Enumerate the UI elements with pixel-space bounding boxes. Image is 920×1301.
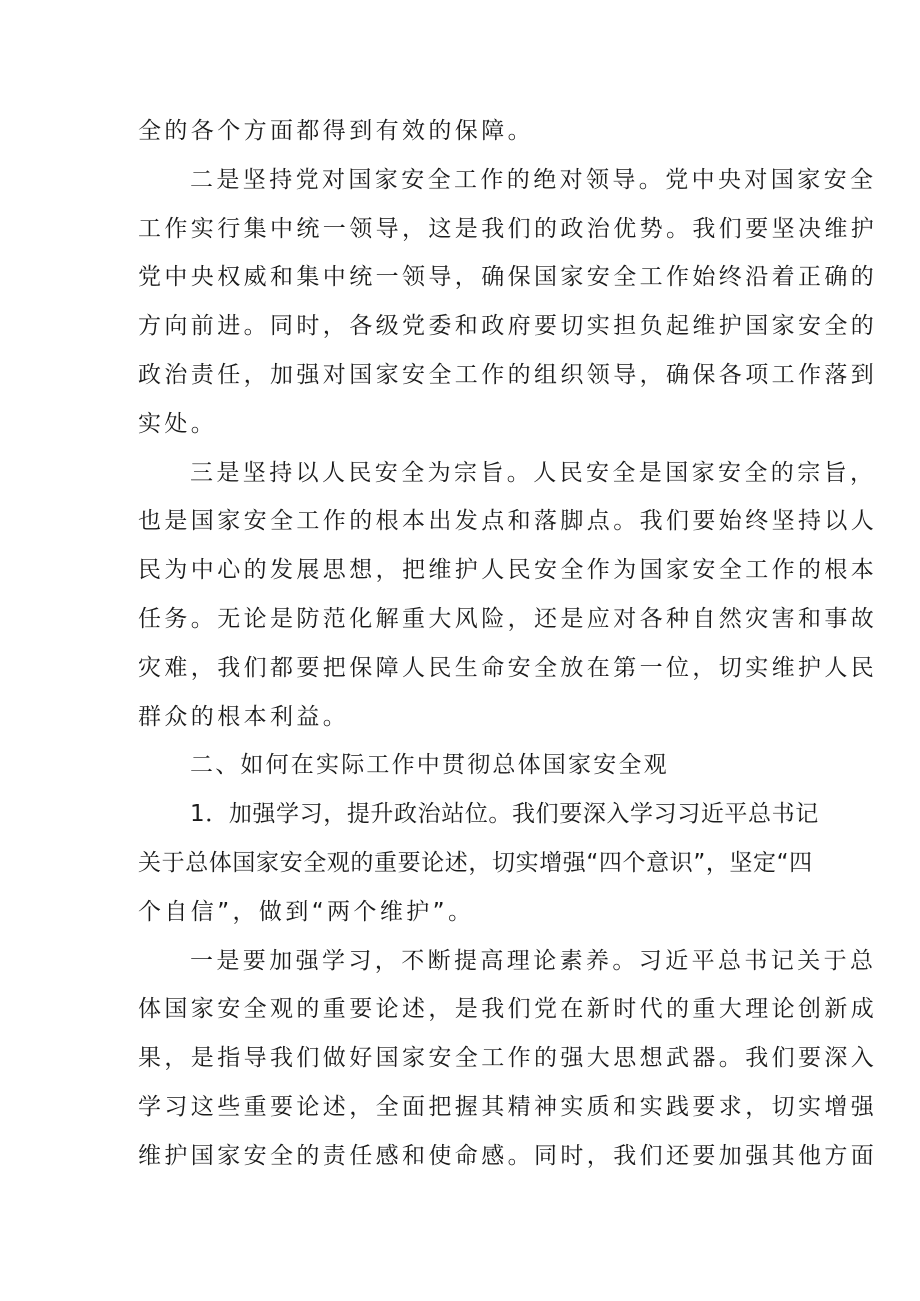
text-line: 学习这些重要论述，全面把握其精神实质和实践要求，切实增强	[138, 1093, 878, 1120]
text-line: 灾难，我们都要把保障人民生命安全放在第一位，切实维护人民	[138, 654, 878, 681]
text-line: 民为中心的发展思想，把维护人民安全作为国家安全工作的根本	[138, 557, 878, 584]
paragraph-heading-line: 三是坚持以人民安全为宗旨。人民安全是国家安全的宗旨，	[190, 459, 877, 486]
subsection-heading-line: 1．加强学习，提升政治站位。我们要深入学习习近平总书记	[190, 801, 819, 828]
text-line: 体国家安全观的重要论述，是我们党在新时代的重大理论创新成	[138, 996, 878, 1023]
text-line: 也是国家安全工作的根本出发点和落脚点。我们要始终坚持以人	[138, 508, 878, 535]
document-body	[138, 107, 878, 1181]
text-line: 党中央权威和集中统一领导，确保国家安全工作始终沿着正确的	[138, 264, 878, 291]
paragraph-heading-line: 二是坚持党对国家安全工作的绝对领导。党中央对国家安全	[190, 166, 877, 193]
text-line: 方向前进。同时，各级党委和政府要切实担负起维护国家安全的	[138, 313, 878, 340]
text-line: 任务。无论是防范化解重大风险，还是应对各种自然灾害和事故	[138, 605, 878, 632]
text-line: 个自信”，做到“两个维护”。	[138, 898, 475, 925]
text-line: 工作实行集中统一领导，这是我们的政治优势。我们要坚决维护	[138, 215, 878, 242]
paragraph-heading-line: 一是要加强学习，不断提高理论素养。习近平总书记关于总	[190, 947, 877, 974]
text-line: 群众的根本利益。	[138, 703, 350, 730]
section-heading: 二、如何在实际工作中贯彻总体国家安全观	[190, 752, 669, 779]
text-line: 政治责任，加强对国家安全工作的组织领导，确保各项工作落到	[138, 361, 878, 388]
text-line: 实处。	[138, 410, 218, 437]
text-line: 关于总体国家安全观的重要论述，切实增强“四个意识”，坚定“四	[138, 849, 813, 876]
text-line: 果，是指导我们做好国家安全工作的强大思想武器。我们要深入	[138, 1045, 878, 1072]
text-line: 全的各个方面都得到有效的保障。	[138, 118, 534, 144]
text-line: 维护国家安全的责任感和使命感。同时，我们还要加强其他方面	[138, 1142, 878, 1169]
